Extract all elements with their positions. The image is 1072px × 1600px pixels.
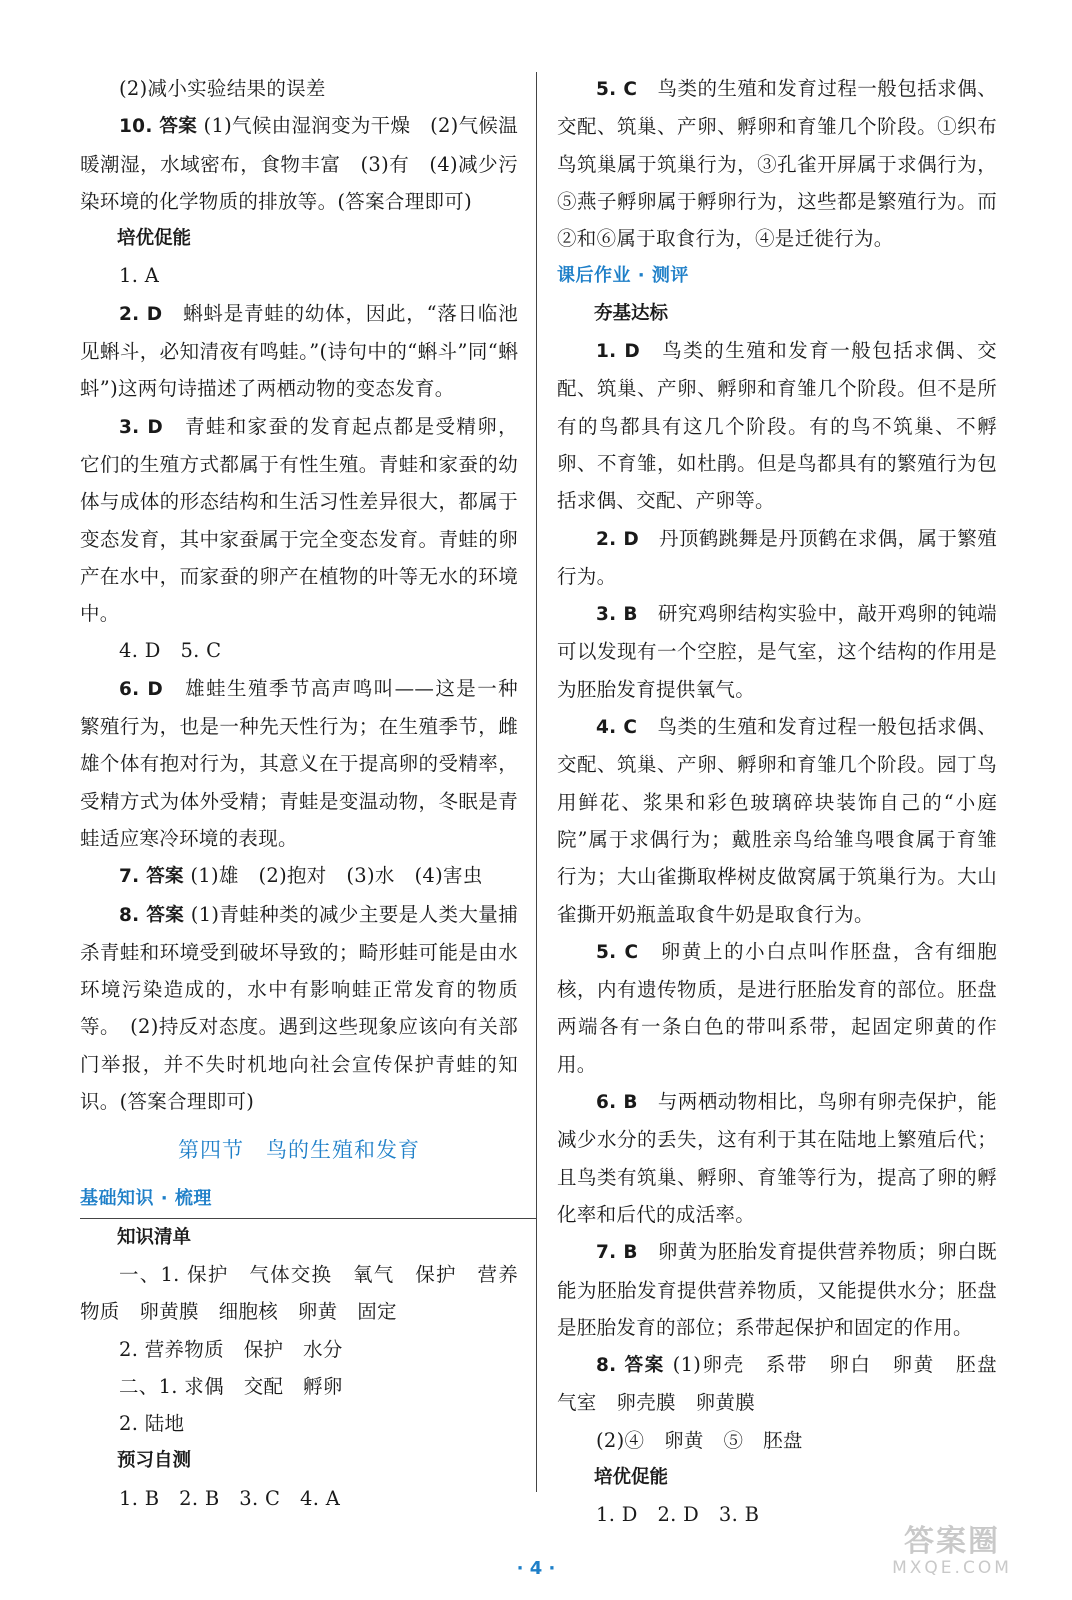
subheading: 预习自测 xyxy=(117,1450,192,1472)
answer-text: 卵黄为胚胎发育提供营养物质；卵白既能为胚胎发育提供营养物质，又能提供水分；胚盘是胚胎发育的部位；系带起保护和固定的作用。 xyxy=(557,1240,997,1339)
answer-text: 蝌蚪是青蛙的幼体，因此，“落日临池见蝌斗，必知清夜有鸣蛙。”(诗句中的“蝌斗”同“蝌蚪”)这两句诗描述了两栖动物的变态发育。 xyxy=(80,301,518,401)
subheading: 培优促能 xyxy=(594,1466,669,1488)
answer-paragraph xyxy=(557,595,997,708)
answer-paragraph xyxy=(80,857,518,895)
paragraph: 1. D 2. D 3. B xyxy=(596,1503,760,1527)
answer-label: 5. C xyxy=(596,941,639,963)
answer-text: 鸟类的生殖和发育一般包括求偶、交配、筑巢、产卵、孵卵和育雏几个阶段。但不是所有的鸟都具有这几个阶段。有的鸟不筑巢、不孵卵、不育雏，如杜鹃。但是鸟都具有的繁殖行为包括求偶、交配、产卵等。 xyxy=(557,339,997,513)
watermark-title: 答案圈 xyxy=(904,1524,1000,1559)
answer-label: 3. D xyxy=(119,416,163,438)
paragraph: 2. 陆地 xyxy=(119,1412,185,1436)
paragraph: 2. 营养物质 保护 水分 xyxy=(119,1337,343,1361)
answer-text: 雄蛙生殖季节高声鸣叫——这是一种繁殖行为，也是一种先天性行为；在生殖季节，雌雄个体有抱对行为，其意义在于提高卵的受精率，受精方式为体外受精；青蛙是变温动物，冬眠是青蛙适应寒冷环境的表现。 xyxy=(80,676,518,850)
answer-label: 2. D xyxy=(119,303,163,325)
answer-label: 10. 答案 xyxy=(119,116,198,138)
answer-text: 卵黄上的小白点叫作胚盘，含有细胞核，内有遗传物质，是进行胚胎发育的部位。胚盘两端各有一条白色的带叫系带，起固定卵黄的作用。 xyxy=(557,939,997,1076)
watermark-logo xyxy=(882,1525,1022,1580)
right-column xyxy=(557,70,1017,1534)
answer-paragraph xyxy=(80,107,518,220)
answer-label: 3. B xyxy=(596,604,638,626)
answer-label: 4. C xyxy=(596,717,638,739)
subheading: 培优促能 xyxy=(117,228,192,250)
watermark-url: MXQE.COM xyxy=(892,1558,1012,1578)
answer-text: 鸟类的生殖和发育过程一般包括求偶、交配、筑巢、产卵、孵卵和育雏几个阶段。①织布鸟筑巢属于筑巢行为，③孔雀开屏属于求偶行为，⑤燕子孵卵属于孵卵行为，这些都是繁殖行为。而②和⑥属于取食行为，④是迁徙行为。 xyxy=(557,77,997,251)
answer-text: (1)青蛙种类的减少主要是人类大量捕杀青蛙和环境受到破坏导致的；畸形蛙可能是由水环境污染造成的，水中有影响蛙正常发育的物质等。 (2)持反对态度。遇到这些现象应该向有关部门举报，并不失时机地向社会宣传保护青蛙的知识。(答案合理即可) xyxy=(80,902,518,1114)
answer-label: 6. D xyxy=(119,678,164,700)
answer-paragraph xyxy=(557,933,997,1083)
paragraph: 1. B 2. B 3. C 4. A xyxy=(119,1486,341,1510)
answer-label: 8. 答案 xyxy=(596,1355,665,1377)
answer-paragraph xyxy=(557,520,997,596)
answer-paragraph xyxy=(80,408,518,633)
answer-label: 1. D xyxy=(596,341,641,363)
answer-text: 青蛙和家蚕的发育起点都是受精卵，它们的生殖方式都属于有性生殖。青蛙和家蚕的幼体与成体的形态结构和生活习性差异很大，都属于变态发育，其中家蚕属于完全变态发育。青蛙的卵产在水中，而家蚕的卵产在植物的叶等无水的环境中。 xyxy=(80,414,518,626)
answer-text: (1)雄 (2)抱对 (3)水 (4)害虫 xyxy=(183,864,483,888)
paragraph: 一、1. 保护 气体交换 氧气 保护 营养物质 卵黄膜 细胞核 卵黄 固定 xyxy=(80,1262,518,1324)
answer-label: 7. 答案 xyxy=(119,866,184,888)
answer-text: (1)气候由湿润变为干燥 (2)气候温暖潮湿，水域密布，食物丰富 (3)有 (4)减少污染环境的化学物质的排放等。(答案合理即可) xyxy=(80,114,518,213)
answer-label: 5. C xyxy=(596,79,638,100)
answer-text: 丹顶鹤跳舞是丹顶鹤在求偶，属于繁殖行为。 xyxy=(557,526,997,588)
answer-text: (1)卵壳 系带 卵白 卵黄 胚盘 气室 卵壳膜 卵黄膜 xyxy=(557,1353,1017,1415)
paragraph: (2)④ 卵黄 ⑤ 胚盘 xyxy=(596,1428,803,1452)
answer-paragraph xyxy=(80,295,518,408)
left-column xyxy=(80,70,518,1517)
answer-paragraph xyxy=(557,708,997,933)
section-title: 第四节 鸟的生殖和发育 xyxy=(178,1138,420,1163)
section-band-label: 基础知识 · 梳理 xyxy=(80,1188,212,1210)
answer-label: 7. B xyxy=(596,1242,638,1264)
answer-paragraph xyxy=(557,70,997,257)
paragraph: (2)减小实验结果的误差 xyxy=(119,77,326,100)
answer-label: 8. 答案 xyxy=(119,904,185,926)
subheading: 知识清单 xyxy=(117,1226,192,1248)
column-divider xyxy=(536,72,537,1492)
answer-paragraph xyxy=(80,896,518,1121)
answer-paragraph xyxy=(80,670,518,857)
section-band-label: 课后作业 · 测评 xyxy=(557,265,689,287)
answer-paragraph xyxy=(557,1083,997,1233)
answer-text: 鸟类的生殖和发育过程一般包括求偶、交配、筑巢、产卵、孵卵和育雏几个阶段。园丁鸟用鲜花、浆果和彩色玻璃碎块装饰自己的“小庭院”属于求偶行为；戴胜亲鸟给雏鸟喂食属于育雏行为；大山雀撕取桦树皮做窝属于筑巢行为。大山雀撕开奶瓶盖取食牛奶是取食行为。 xyxy=(557,715,997,926)
paragraph: 二、1. 求偶 交配 孵卵 xyxy=(119,1374,343,1398)
subheading: 夯基达标 xyxy=(594,302,669,324)
answer-paragraph xyxy=(557,1233,997,1346)
page-number: · 4 · xyxy=(516,1558,556,1579)
answer-label: 6. B xyxy=(596,1092,638,1114)
answer-paragraph xyxy=(557,1346,1017,1422)
paragraph: 1. A xyxy=(119,264,160,288)
answer-text: 研究鸡卵结构实验中，敲开鸡卵的钝端可以发现有一个空腔，是气室，这个结构的作用是为胚胎发育提供氧气。 xyxy=(557,602,997,701)
answer-label: 2. D xyxy=(596,528,639,550)
paragraph: 4. D 5. C xyxy=(119,639,222,663)
answer-text: 与两栖动物相比，鸟卵有卵壳保护，能减少水分的丢失，这有利于其在陆地上繁殖后代；且鸟类有筑巢、孵卵、育雏等行为，提高了卵的孵化率和后代的成活率。 xyxy=(557,1090,997,1226)
answer-paragraph xyxy=(557,332,997,519)
